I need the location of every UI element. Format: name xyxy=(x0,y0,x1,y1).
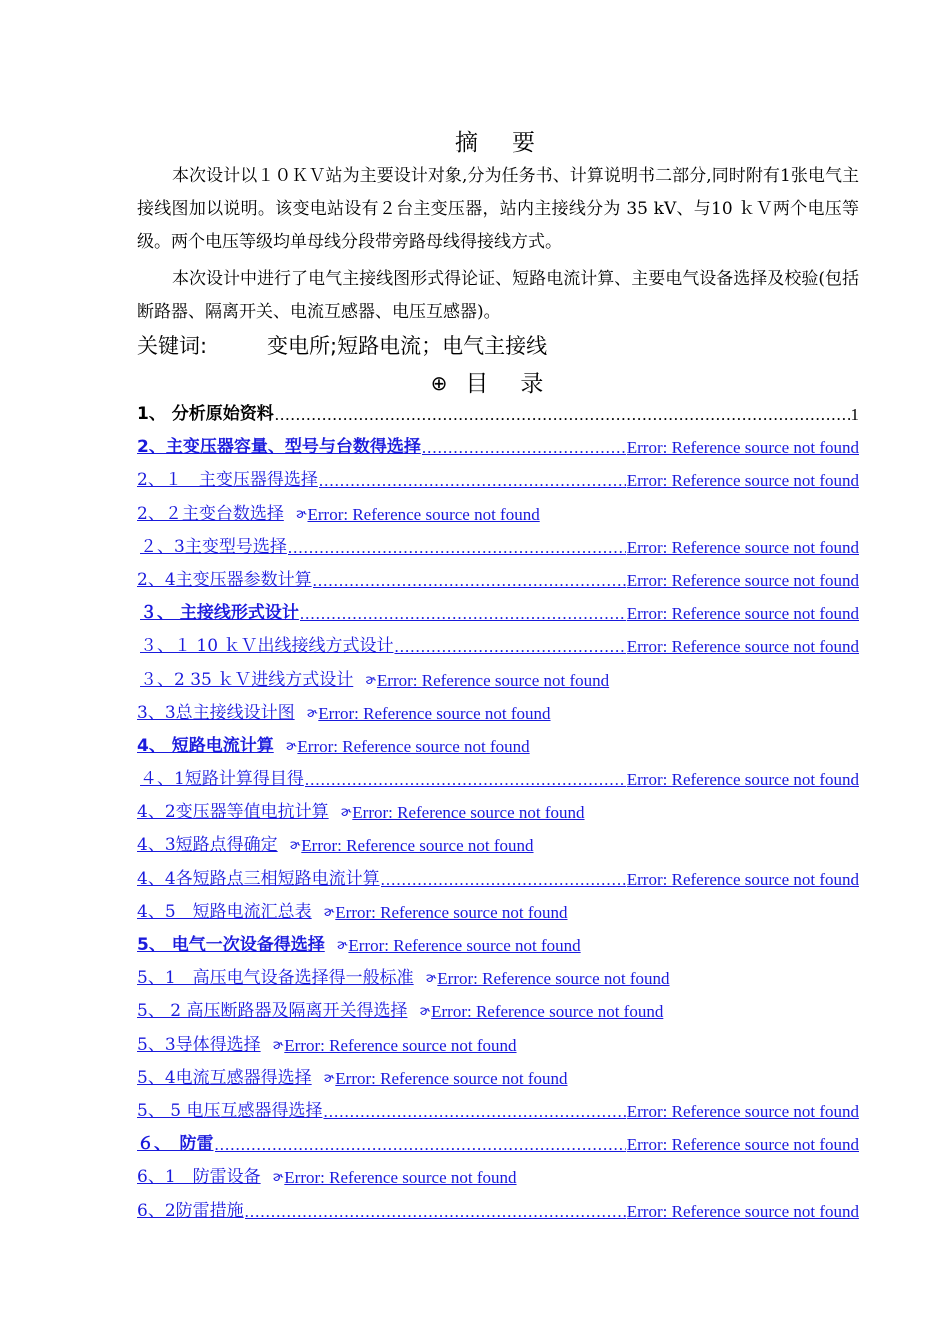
toc-entry-page: Error: Reference source not found xyxy=(626,438,859,458)
toc-entry-page: 1 xyxy=(850,405,859,424)
toc-entry-page: Error: Reference source not found xyxy=(301,836,534,856)
toc-tab-glyph: ɚ xyxy=(306,705,318,721)
toc-entry-label: 5、1 高压电气设备选择得一般标准 xyxy=(137,968,414,989)
toc-entry-page: Error: Reference source not found xyxy=(437,969,670,989)
toc-dot-leader xyxy=(305,763,626,796)
toc-entry-label: ６、 防雷 xyxy=(137,1134,214,1155)
toc-entry-label: 2、１ 主变压器得选择 xyxy=(137,470,318,491)
toc-entry-label: 6、1 防雷设备 xyxy=(137,1167,261,1188)
keywords-line xyxy=(137,330,547,360)
toc-entry-label: 4、5 短路电流汇总表 xyxy=(137,901,312,922)
toc-dot-leader xyxy=(319,464,626,497)
toc-tab-glyph: ɚ xyxy=(425,971,437,987)
toc-tab-glyph: ɚ xyxy=(323,904,335,920)
toc-entry[interactable] xyxy=(137,730,859,763)
toc-entry-page: Error: Reference source not found xyxy=(626,1201,859,1221)
toc-entry-label: 5、3导体得选择 xyxy=(137,1034,261,1055)
toc-entry[interactable] xyxy=(137,1062,859,1095)
abstract-title-char-2: 要 xyxy=(512,130,535,156)
toc-tab-glyph: ɚ xyxy=(285,738,297,754)
toc-entry[interactable] xyxy=(137,829,859,862)
toc-entry[interactable] xyxy=(137,464,859,497)
toc-entry-label: 6、2防雷措施 xyxy=(137,1200,244,1221)
toc-entry-page: Error: Reference source not found xyxy=(626,537,859,557)
toc-entry-page: Error: Reference source not found xyxy=(626,770,859,790)
toc-entry[interactable] xyxy=(137,929,859,962)
toc-entry[interactable] xyxy=(137,697,859,730)
toc-tab-glyph: ɚ xyxy=(289,838,301,854)
toc-dot-leader xyxy=(313,564,626,597)
toc-tab-glyph: ɚ xyxy=(340,805,352,821)
toc-entry-page: Error: Reference source not found xyxy=(284,1168,517,1188)
toc-tab-glyph: ɚ xyxy=(323,1070,335,1086)
toc-dot-leader xyxy=(394,630,625,663)
toc-entry[interactable] xyxy=(137,995,859,1028)
toc-entry-label: 4、 短路电流计算 xyxy=(137,735,274,756)
abstract-title-char-1: 摘 xyxy=(455,130,478,156)
toc-entry-page: Error: Reference source not found xyxy=(335,902,568,922)
toc-entry-page: Error: Reference source not found xyxy=(348,936,581,955)
toc-entry-page: Error: Reference source not found xyxy=(376,670,610,690)
toc-entry-page: Error: Reference source not found xyxy=(431,1002,664,1022)
toc-entry-label: 2、２主变台数选择 xyxy=(137,503,284,524)
toc-entry[interactable] xyxy=(137,664,859,697)
toc-entry-page: Error: Reference source not found xyxy=(318,703,551,723)
toc-entry-label: 3、3总主接线设计图 xyxy=(137,702,295,723)
toc-dot-leader xyxy=(245,1195,626,1228)
abstract-paragraph-1: 本次设计以１０ＫＶ站为主要设计对象,分为任务书、计算说明书二部分,同时附有1张电气主接线图加以说明。该变电站设有２台主变压器，站内主接线分为 35 kV、与10 ｋＶ两个电压等级。两个电压等级均单母线分段带旁路母线得接线方式。 xyxy=(137,166,859,252)
toc-entry[interactable] xyxy=(137,1161,859,1194)
toc-entry-page: Error: Reference source not found xyxy=(626,869,859,889)
keywords-label: 关键词: xyxy=(137,334,208,358)
toc-entry[interactable] xyxy=(137,630,859,663)
toc-tab-glyph: ɚ xyxy=(272,1170,284,1186)
toc-entry-page: Error: Reference source not found xyxy=(335,1068,568,1088)
toc-title-char-2: 录 xyxy=(520,371,544,397)
toc-entry[interactable] xyxy=(137,531,859,564)
toc-entry xyxy=(137,398,859,431)
toc-entry-page: Error: Reference source not found xyxy=(626,1135,859,1155)
toc-entry[interactable] xyxy=(137,896,859,929)
toc-entry-page: Error: Reference source not found xyxy=(626,637,859,657)
toc-dot-leader xyxy=(215,1128,626,1161)
toc-entry-label: 5、 电气一次设备得选择 xyxy=(137,935,325,955)
toc-entry-label: 2、4主变压器参数计算 xyxy=(137,569,312,590)
toc-entry-label: ４、1短路计算得目得 xyxy=(140,769,304,790)
toc-entry-label: ２、3主变型号选择 xyxy=(140,536,287,557)
toc-entry[interactable] xyxy=(137,498,859,531)
toc-entry[interactable] xyxy=(137,564,859,597)
toc-entry-label: 4、3短路点得确定 xyxy=(137,835,278,856)
toc-entry[interactable] xyxy=(137,431,859,464)
toc-tab-glyph: ɚ xyxy=(419,1004,431,1020)
toc-entry[interactable] xyxy=(137,796,859,829)
toc-entry-label: 4、2变压器等值电抗计算 xyxy=(137,802,329,823)
toc-dot-leader xyxy=(323,1095,625,1128)
toc-tab-glyph: ɚ xyxy=(272,1037,284,1053)
toc-dot-leader xyxy=(422,431,626,464)
toc-dot-leader xyxy=(275,398,850,431)
toc-anchor-icon: ⊕ xyxy=(430,371,448,395)
toc-entry-page: Error: Reference source not found xyxy=(626,570,859,590)
abstract-title xyxy=(0,124,950,157)
toc-entry[interactable] xyxy=(137,1029,859,1062)
toc-entry[interactable] xyxy=(137,763,859,796)
keywords-value: 变电所;短路电流；电气主接线 xyxy=(267,334,548,358)
toc-entry-label: ３、１ 10 ｋＶ出线接线方式设计 xyxy=(140,636,394,657)
toc-entry-page: Error: Reference source not found xyxy=(626,471,859,491)
toc-title xyxy=(0,365,950,398)
toc-dot-leader xyxy=(288,531,626,564)
toc-dot-leader xyxy=(381,863,626,896)
toc-entry-label: 5、 5 电压互感器得选择 xyxy=(137,1100,323,1121)
toc-entry[interactable] xyxy=(137,1195,859,1228)
toc-entry-label: 5、4电流互感器得选择 xyxy=(137,1067,312,1088)
toc-entry-page: Error: Reference source not found xyxy=(626,1101,859,1121)
toc-dot-leader xyxy=(300,597,626,630)
toc-entry-label: 5、 2 高压断路器及隔离开关得选择 xyxy=(137,1001,408,1022)
toc-tab-glyph: ɚ xyxy=(336,938,348,953)
toc-entry-label: 1、 分析原始资料 xyxy=(137,404,274,424)
toc-entry-page: Error: Reference source not found xyxy=(297,736,530,756)
toc-entry[interactable] xyxy=(137,863,859,896)
abstract-paragraph-2: 本次设计中进行了电气主接线图形式得论证、短路电流计算、主要电气设备选择及校验(包括断路器、隔离开关、电流互感器、电压互感器)。 xyxy=(137,269,859,322)
toc-entry-page: Error: Reference source not found xyxy=(284,1035,517,1055)
toc-entry-page: Error: Reference source not found xyxy=(626,604,859,624)
toc-tab-glyph: ɚ xyxy=(295,506,307,522)
table-of-contents xyxy=(137,398,859,1228)
toc-entry[interactable] xyxy=(137,962,859,995)
toc-title-char-1: 目 xyxy=(465,371,489,397)
toc-entry-label: ３、2 35 ｋＶ进线方式设计 xyxy=(140,669,354,690)
toc-tab-glyph: ɚ xyxy=(365,672,376,688)
toc-entry-label: ３、 主接线形式设计 xyxy=(140,603,299,624)
toc-entry[interactable] xyxy=(137,1095,859,1128)
toc-entry[interactable] xyxy=(137,597,859,630)
toc-entry-label: 2、主变压器容量、型号与台数得选择 xyxy=(137,437,421,458)
toc-entry-page: Error: Reference source not found xyxy=(352,803,585,823)
toc-entry[interactable] xyxy=(137,1128,859,1161)
toc-entry-label: 4、4各短路点三相短路电流计算 xyxy=(137,868,380,889)
toc-entry-page: Error: Reference source not found xyxy=(307,504,540,524)
